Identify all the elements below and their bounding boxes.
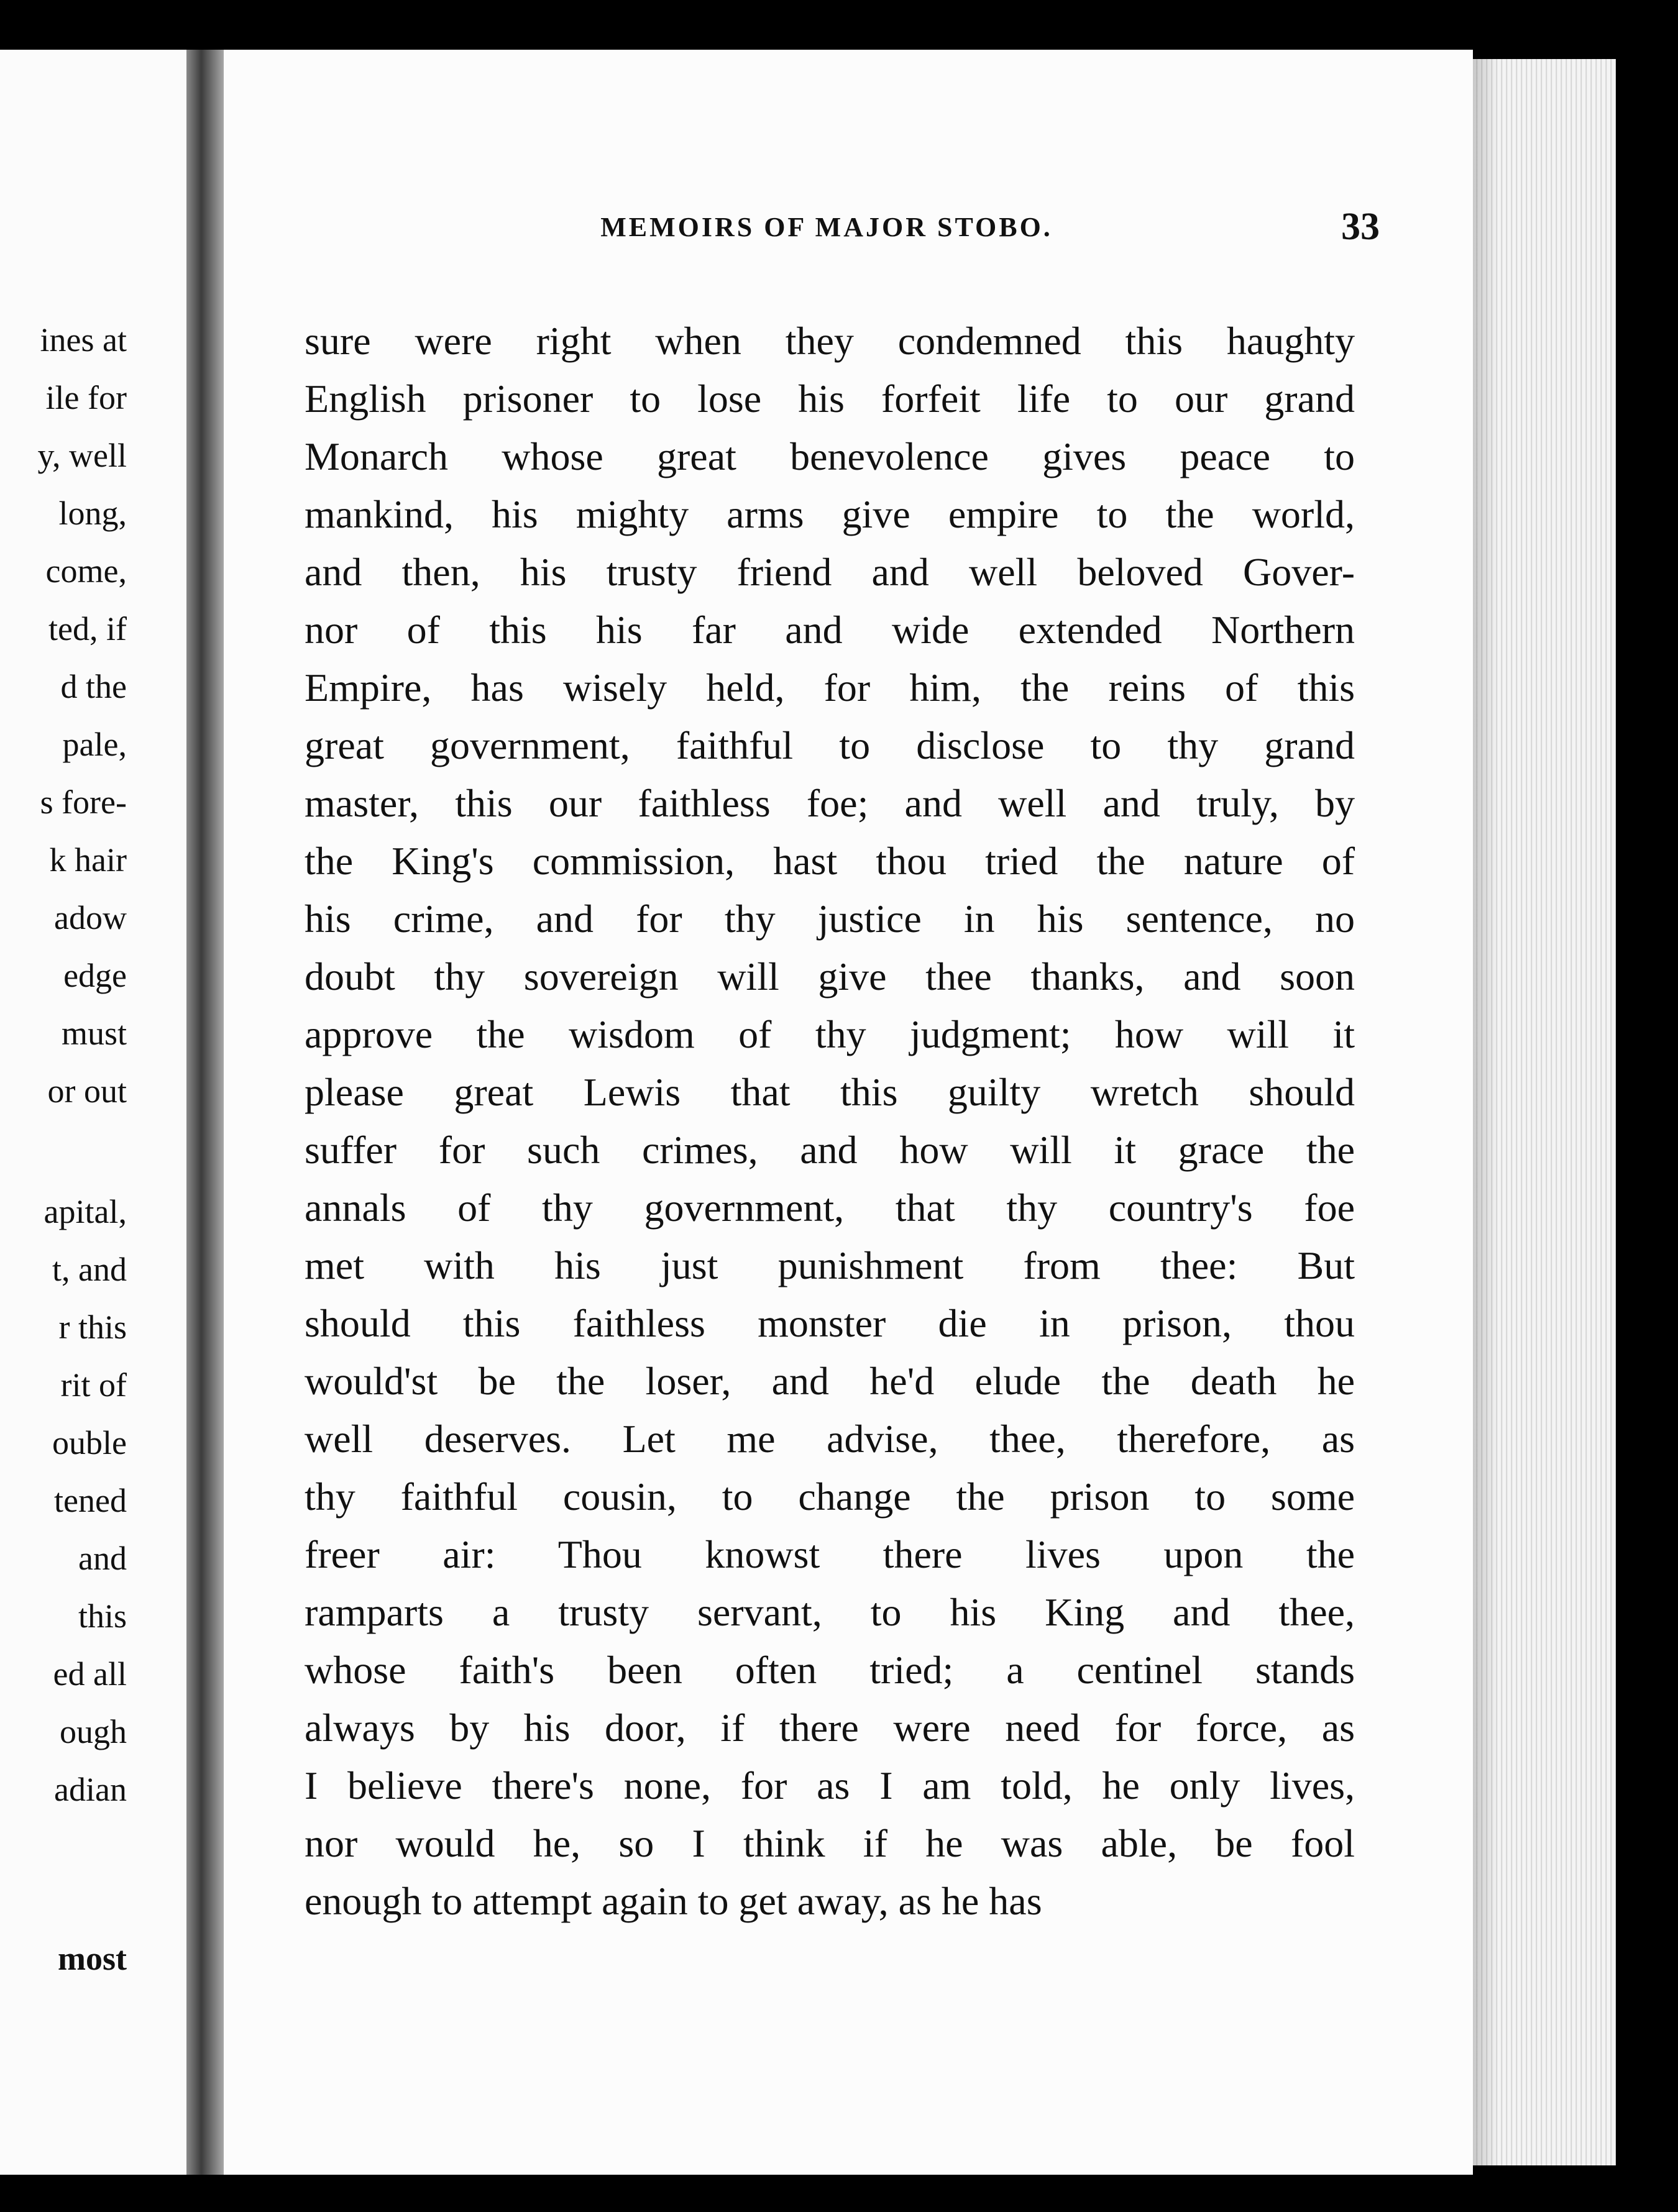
text-line: whose faith's been often tried; a centinel stands bbox=[305, 1648, 1355, 1692]
facing-page-line: r this bbox=[58, 1309, 127, 1346]
text-line: doubt thy sovereign will give thee thanks, and soon bbox=[305, 954, 1355, 999]
text-line: annals of thy government, that thy country's foe bbox=[305, 1186, 1355, 1230]
text-line: sure were right when they condemned this haughty bbox=[305, 319, 1355, 363]
facing-page-line: ines at bbox=[40, 321, 127, 359]
text-line: nor of this his far and wide extended Northern bbox=[305, 608, 1355, 652]
text-line: mankind, his mighty arms give empire to the world, bbox=[305, 492, 1355, 536]
facing-page-line: or out bbox=[47, 1072, 127, 1110]
facing-page-line: ed all bbox=[53, 1655, 127, 1693]
text-line: great government, faithful to disclose to thy grand bbox=[305, 723, 1355, 767]
facing-page-line: long, bbox=[58, 495, 127, 532]
page-edges-shadow bbox=[1473, 59, 1498, 2165]
text-line: Monarch whose great benevolence gives peace to bbox=[305, 434, 1355, 478]
facing-page-line: ouble bbox=[52, 1424, 127, 1461]
facing-page-line: ough bbox=[60, 1713, 127, 1750]
facing-page-line: edge bbox=[63, 957, 127, 994]
body-text bbox=[305, 312, 1355, 1930]
text-line: suffer for such crimes, and how will it grace the bbox=[305, 1128, 1355, 1172]
running-head: MEMOIRS OF MAJOR STOBO. bbox=[600, 212, 1053, 242]
text-line: I believe there's none, for as I am told, he only lives, bbox=[305, 1763, 1355, 1808]
text-line: thy faithful cousin, to change the prison to some bbox=[305, 1474, 1355, 1519]
text-line: English prisoner to lose his forfeit life to our grand bbox=[305, 377, 1355, 421]
facing-page-line: adian bbox=[54, 1771, 127, 1808]
facing-page-line: rit of bbox=[60, 1366, 127, 1404]
facing-page-line: pale, bbox=[62, 726, 127, 763]
facing-page-line: must bbox=[61, 1015, 127, 1052]
text-line: his crime, and for thy justice in his sentence, no bbox=[305, 897, 1355, 941]
facing-page-line: and bbox=[78, 1540, 127, 1577]
text-line: the King's commission, hast thou tried the nature of bbox=[305, 839, 1355, 883]
facing-page-line: apital, bbox=[44, 1193, 127, 1230]
text-line: well deserves. Let me advise, thee, therefore, as bbox=[305, 1417, 1355, 1461]
text-line: should this faithless monster die in prison, thou bbox=[305, 1301, 1355, 1345]
text-line: freer air: Thou knowst there lives upon the bbox=[305, 1532, 1355, 1576]
book-gutter bbox=[186, 50, 224, 2175]
text-line: ramparts a trusty servant, to his King and thee, bbox=[305, 1590, 1355, 1634]
facing-page-line: ile for bbox=[45, 379, 127, 416]
facing-page-fragment bbox=[0, 50, 186, 2175]
text-line: would'st be the loser, and he'd elude the death he bbox=[305, 1359, 1355, 1403]
text-line: met with his just punishment from thee: But bbox=[305, 1243, 1355, 1287]
facing-page-line: adow bbox=[54, 899, 127, 936]
text-line: Empire, has wisely held, for him, the reins of this bbox=[305, 665, 1355, 710]
text-line: approve the wisdom of thy judgment; how will it bbox=[305, 1012, 1355, 1056]
text-line: enough to attempt again to get away, as he has bbox=[305, 1879, 1042, 1923]
facing-page-line: t, and bbox=[52, 1251, 127, 1288]
text-line: master, this our faithless foe; and well and truly, by bbox=[305, 781, 1355, 825]
text-line: always by his door, if there were need for force, as bbox=[305, 1706, 1355, 1750]
facing-page-line: d the bbox=[60, 668, 127, 705]
text-line: please great Lewis that this guilty wretch should bbox=[305, 1070, 1355, 1114]
facing-page-line: k hair bbox=[49, 841, 127, 879]
facing-page-line: y, well bbox=[37, 437, 127, 474]
text-line: nor would he, so I think if he was able, be fool bbox=[305, 1821, 1355, 1865]
page-number: 33 bbox=[1341, 206, 1380, 248]
facing-page-line: tened bbox=[54, 1482, 127, 1519]
facing-page-line: most bbox=[58, 1940, 127, 1977]
text-line: and then, his trusty friend and well beloved Gover- bbox=[305, 550, 1355, 594]
facing-page-line: this bbox=[78, 1597, 127, 1635]
facing-page-line: s fore- bbox=[40, 784, 127, 821]
facing-page-line: ted, if bbox=[48, 610, 127, 647]
facing-page-line: come, bbox=[45, 552, 127, 590]
